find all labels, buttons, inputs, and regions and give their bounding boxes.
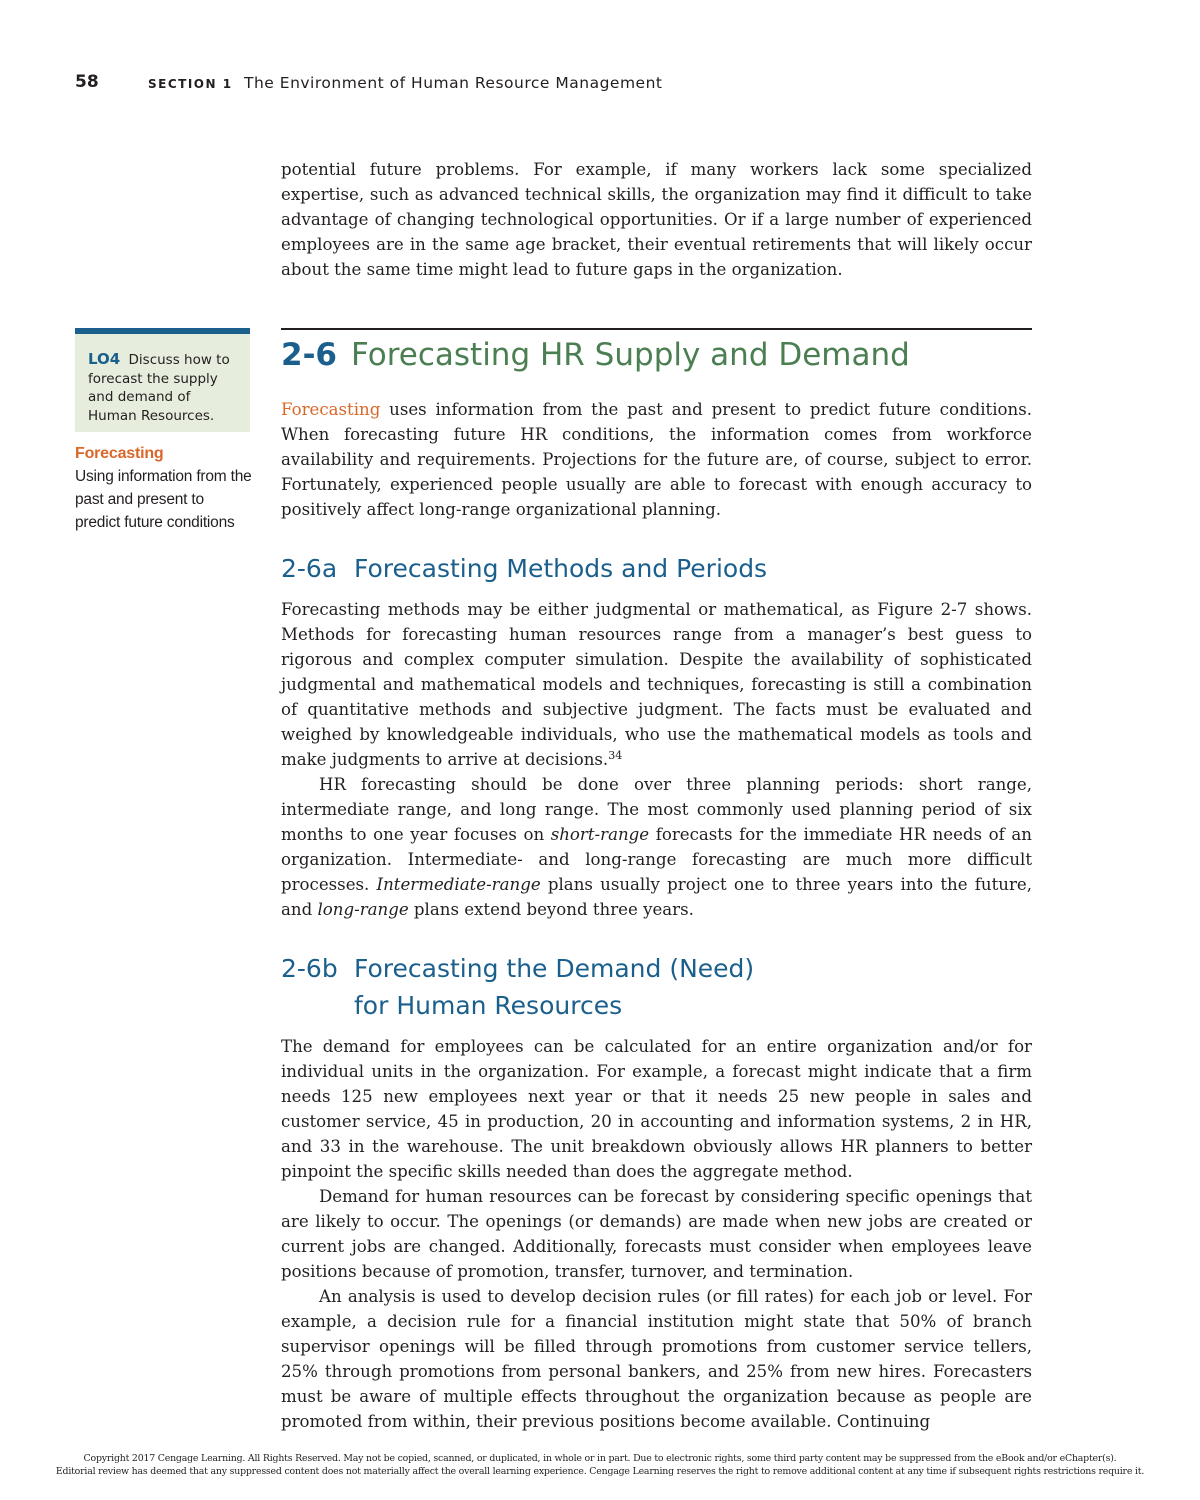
glossary-definition: Using information from the past and present to predict future conditions	[75, 468, 252, 531]
demand-paragraph-3: An analysis is used to develop decision rules (or fill rates) for each job or level. For example, a decision rule for a financial institution might state that 50% of branch supervisor openings will be filled through promotions from customer service tellers, 25% through promotions from personal bankers, and 25% from new hires. Forecasters must be aware of multiple effects throughout the organization because as people are promoted from within, their previous positions become available. Continuing	[281, 1287, 1032, 1431]
methods-paragraph	[281, 597, 1032, 772]
demand-paragraph-1: The demand for employees can be calculated for an entire organization and/or for individual units in the organization. For example, a forecast might indicate that a firm needs 125 new employees next year or that it needs 25 new people in sales and customer service, 45 in production, 20 in accounting and information systems, 2 in HR, and 33 in the warehouse. The unit breakdown obviously allows HR planners to better pinpoint the specific skills needed than does the aggregate method.	[281, 1037, 1032, 1181]
subsection-heading-2-6a	[281, 550, 767, 587]
page-number: 58	[75, 72, 99, 92]
forecasting-paragraph	[281, 397, 1032, 522]
section-rule	[281, 328, 1032, 330]
section-heading-2-6	[281, 334, 910, 376]
copyright-line-2: Editorial review has deemed that any suppressed content does not materially affect the overall learning experience. Cengage Learning reserves the right to remove additional content at any time if subsequent rights restrictions require it.	[55, 1466, 1145, 1477]
keyword-forecasting: Forecasting	[281, 400, 381, 419]
lo-text: Discuss how to forecast the supply and demand of Human Resources.	[88, 352, 230, 424]
lo-label: LO4	[88, 350, 121, 368]
section-2-6b-body	[281, 1034, 1032, 1434]
subsection-title-line2: for Human Resources	[354, 991, 623, 1020]
methods-paragraph-text: Forecasting methods may be either judgmental or mathematical, as Figure 2-7 shows. Methods for forecasting human resources range from a manager’s best guess to rigorous and complex computer simulation. Despite the availability of sophisticated judgmental and mathematical models and techniques, forecasting is still a combination of quantitative methods and subjective judgment. The facts must be evaluated and weighed by knowledgeable individuals, who use the mathematical models as tools and make judgments to arrive at decisions.	[281, 600, 1032, 769]
section-number: 2-6	[281, 337, 338, 373]
demand-paragraph-2: Demand for human resources can be forecast by considering specific openings that are likely to occur. The openings (or demands) are made when new jobs are created or current jobs are changed. Additionally, forecasts must consider when employees leave positions because of promotion, transfer, turnover, and termination.	[281, 1187, 1032, 1281]
forecasting-paragraph-text: uses information from the past and present to predict future conditions. When forecasting future HR conditions, the information comes from workforce availability and requirements. Projections for the future are, of course, subject to error. Fortunately, experienced people usually are able to forecast with enough accuracy to positively affect long-range organizational planning.	[281, 400, 1032, 519]
section-2-6a-body	[281, 597, 1032, 922]
subsection-title: Forecasting Methods and Periods	[354, 554, 768, 583]
term-intermediate-range: Intermediate-range	[376, 875, 541, 894]
glossary-note	[75, 443, 253, 534]
learning-objective-box	[75, 328, 250, 432]
subsection-number: 2-6b	[281, 954, 338, 983]
footnote-ref: 34	[608, 749, 623, 762]
section-title-text: Forecasting HR Supply and Demand	[351, 337, 910, 373]
term-short-range: short-range	[550, 825, 650, 844]
periods-text-d: plans extend beyond three years.	[408, 900, 694, 919]
subsection-number: 2-6a	[281, 554, 338, 583]
section-title: The Environment of Human Resource Management	[244, 74, 663, 92]
intro-paragraph: potential future problems. For example, if many workers lack some specialized expertise, such as advanced technical skills, the organization may find it difficult to take advantage of changing technological opportunities. Or if a large number of experienced employees are in the same age bracket, their eventual retirements that will likely occur about the same time might lead to future gaps in the organization.	[281, 160, 1032, 279]
intro-block	[281, 157, 1032, 282]
section-2-6-body	[281, 397, 1032, 522]
running-head	[148, 74, 662, 92]
term-long-range: long-range	[317, 900, 409, 919]
periods-paragraph	[281, 772, 1032, 922]
glossary-term: Forecasting	[75, 445, 164, 462]
copyright-line-1: Copyright 2017 Cengage Learning. All Rights Reserved. May not be copied, scanned, or duplicated, in whole or in part. Due to electronic rights, some third party content may be suppressed from the eBook and/or eChapter(s).	[83, 1453, 1117, 1464]
subsection-heading-2-6b	[281, 950, 754, 1024]
subsection-title-line1: Forecasting the Demand (Need)	[354, 954, 755, 983]
section-label: SECTION 1	[148, 77, 233, 91]
periods-text-a: HR forecasting should be done over three planning periods: short range, intermediate range, and long range. The most commonly used planning period of six months to one year focuses on	[281, 775, 1032, 844]
periods-text-b: forecasts for the immediate HR needs of an organization. Intermediate- and long-range forecasting are much more difficult processes.	[281, 825, 1032, 894]
periods-text-c: plans usually project one to three years into the future, and	[281, 875, 1032, 919]
